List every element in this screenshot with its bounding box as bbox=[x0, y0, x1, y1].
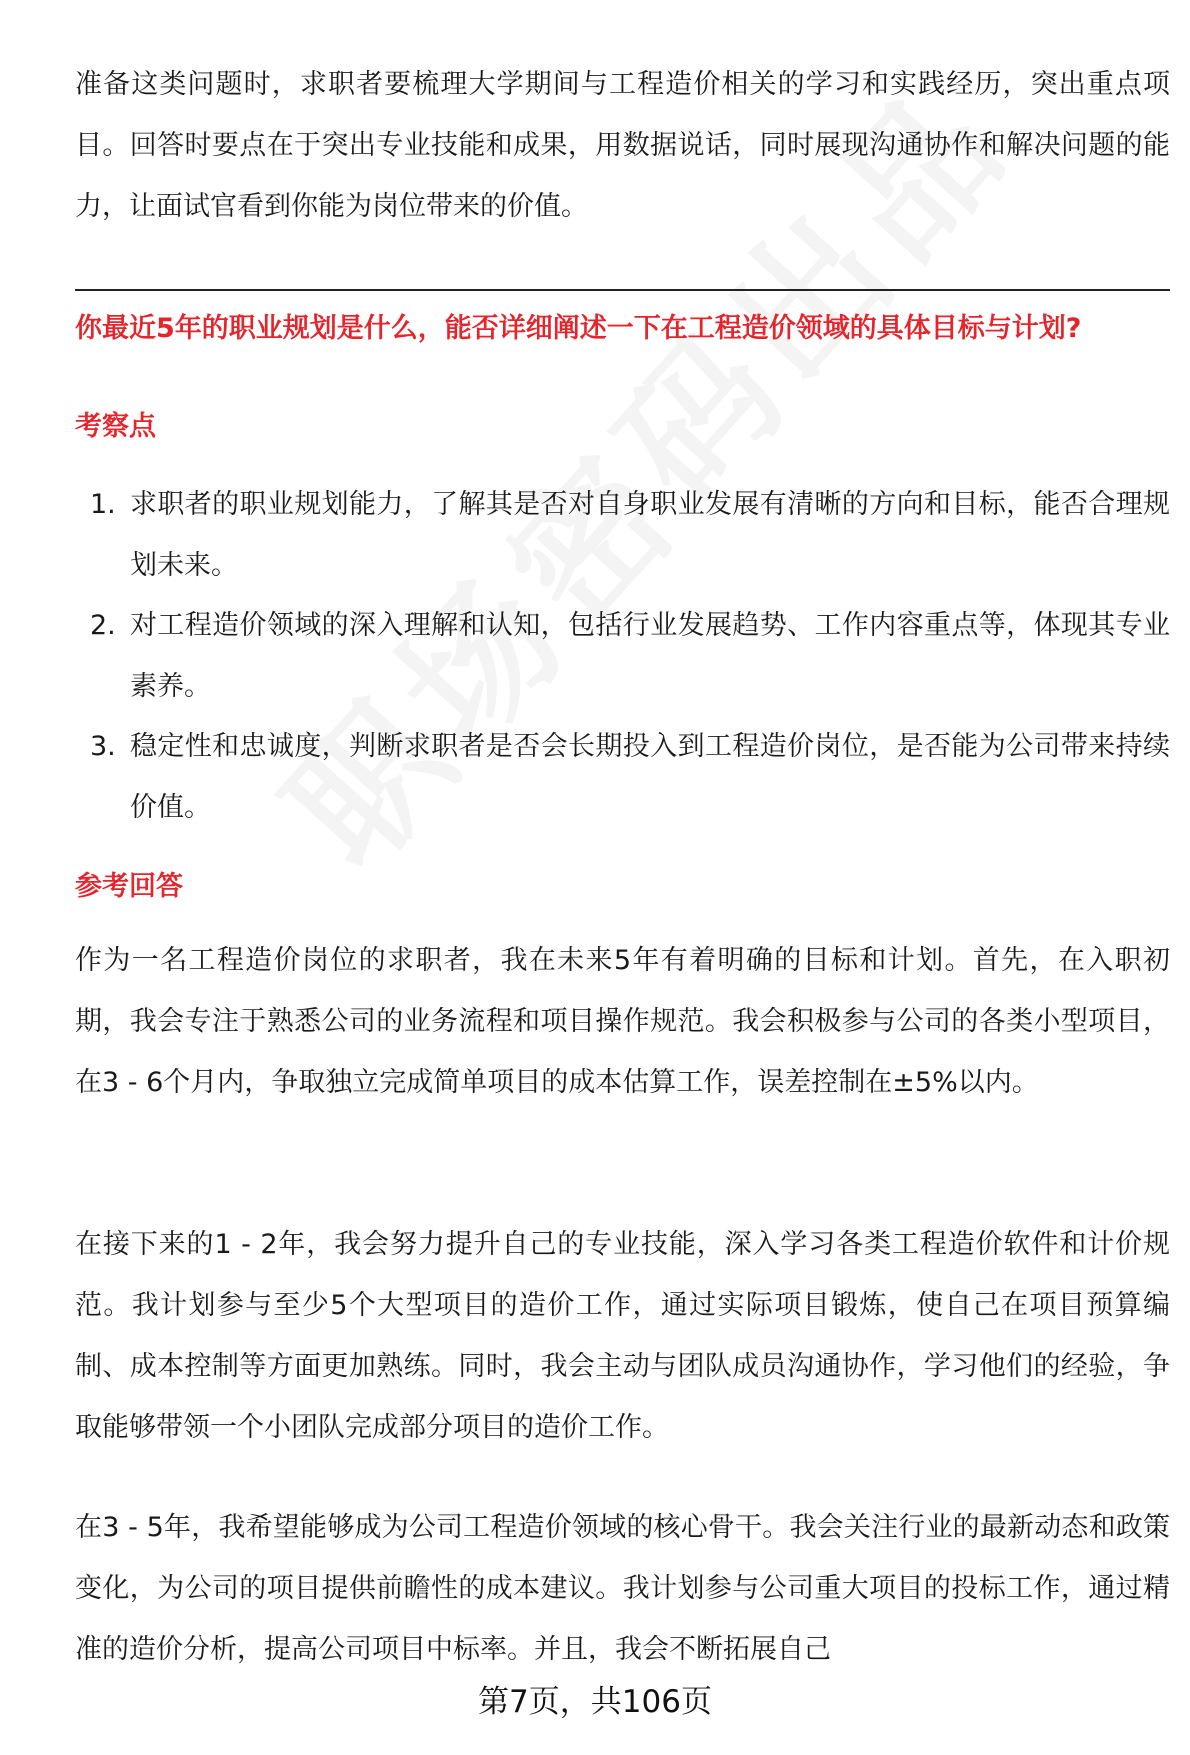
list-item-number: 1. bbox=[90, 489, 116, 520]
question-heading: 你最近5年的职业规划是什么，能否详细阐述一下在工程造价领域的具体目标与计划? bbox=[75, 313, 1082, 344]
list-item-text: 对工程造价领域的深入理解和认知，包括行业发展趋势、工作内容重点等，体现其专业素养。 bbox=[130, 610, 1170, 702]
list-item bbox=[75, 474, 1170, 596]
answer-paragraph: 在接下来的1 - 2年，我会努力提升自己的专业技能，深入学习各类工程造价软件和计价规范。我计划参与至少5个大型项目的造价工作，通过实际项目锻炼，使自己在项目预算编制、成本控制等方面更加熟练。同时，我会主动与团队成员沟通协作，学习他们的经验，争取能够带领一个小团队完成部分项目的造价工作。 bbox=[75, 1229, 1170, 1443]
list-item bbox=[75, 595, 1170, 717]
points-list bbox=[75, 474, 1170, 837]
intro-paragraph: 准备这类问题时，求职者要梳理大学期间与工程造价相关的学习和实践经历，突出重点项目。回答时要点在于突出专业技能和成果，用数据说话，同时展现沟通协作和解决问题的能力，让面试官看到你能为岗位带来的价值。 bbox=[75, 69, 1170, 222]
answer-paragraph: 在3 - 5年，我希望能够成为公司工程造价领域的核心骨干。我会关注行业的最新动态和政策变化，为公司的项目提供前瞻性的成本建议。我计划参与公司重大项目的投标工作，通过精准的造价分析，提高公司项目中标率。并且，我会不断拓展自己 bbox=[75, 1512, 1170, 1665]
list-item-text: 求职者的职业规划能力，了解其是否对自身职业发展有清晰的方向和目标，能否合理规划未来。 bbox=[130, 489, 1170, 581]
page-number-footer: 第7页，共106页 bbox=[478, 1684, 712, 1720]
list-item-text: 稳定性和忠诚度，判断求职者是否会长期投入到工程造价岗位，是否能为公司带来持续价值。 bbox=[130, 731, 1170, 823]
answer-section-title: 参考回答 bbox=[75, 871, 183, 902]
points-section-title: 考察点 bbox=[75, 411, 156, 442]
section-divider bbox=[75, 289, 1170, 291]
list-item bbox=[75, 716, 1170, 838]
list-item-number: 2. bbox=[90, 610, 116, 641]
answer-paragraph: 作为一名工程造价岗位的求职者，我在未来5年有着明确的目标和计划。首先，在入职初期，我会专注于熟悉公司的业务流程和项目操作规范。我会积极参与公司的各类小型项目，在3 - 6个月内，争取独立完成简单项目的成本估算工作，误差控制在±5%以内。 bbox=[75, 945, 1170, 1098]
list-item-number: 3. bbox=[90, 731, 116, 762]
